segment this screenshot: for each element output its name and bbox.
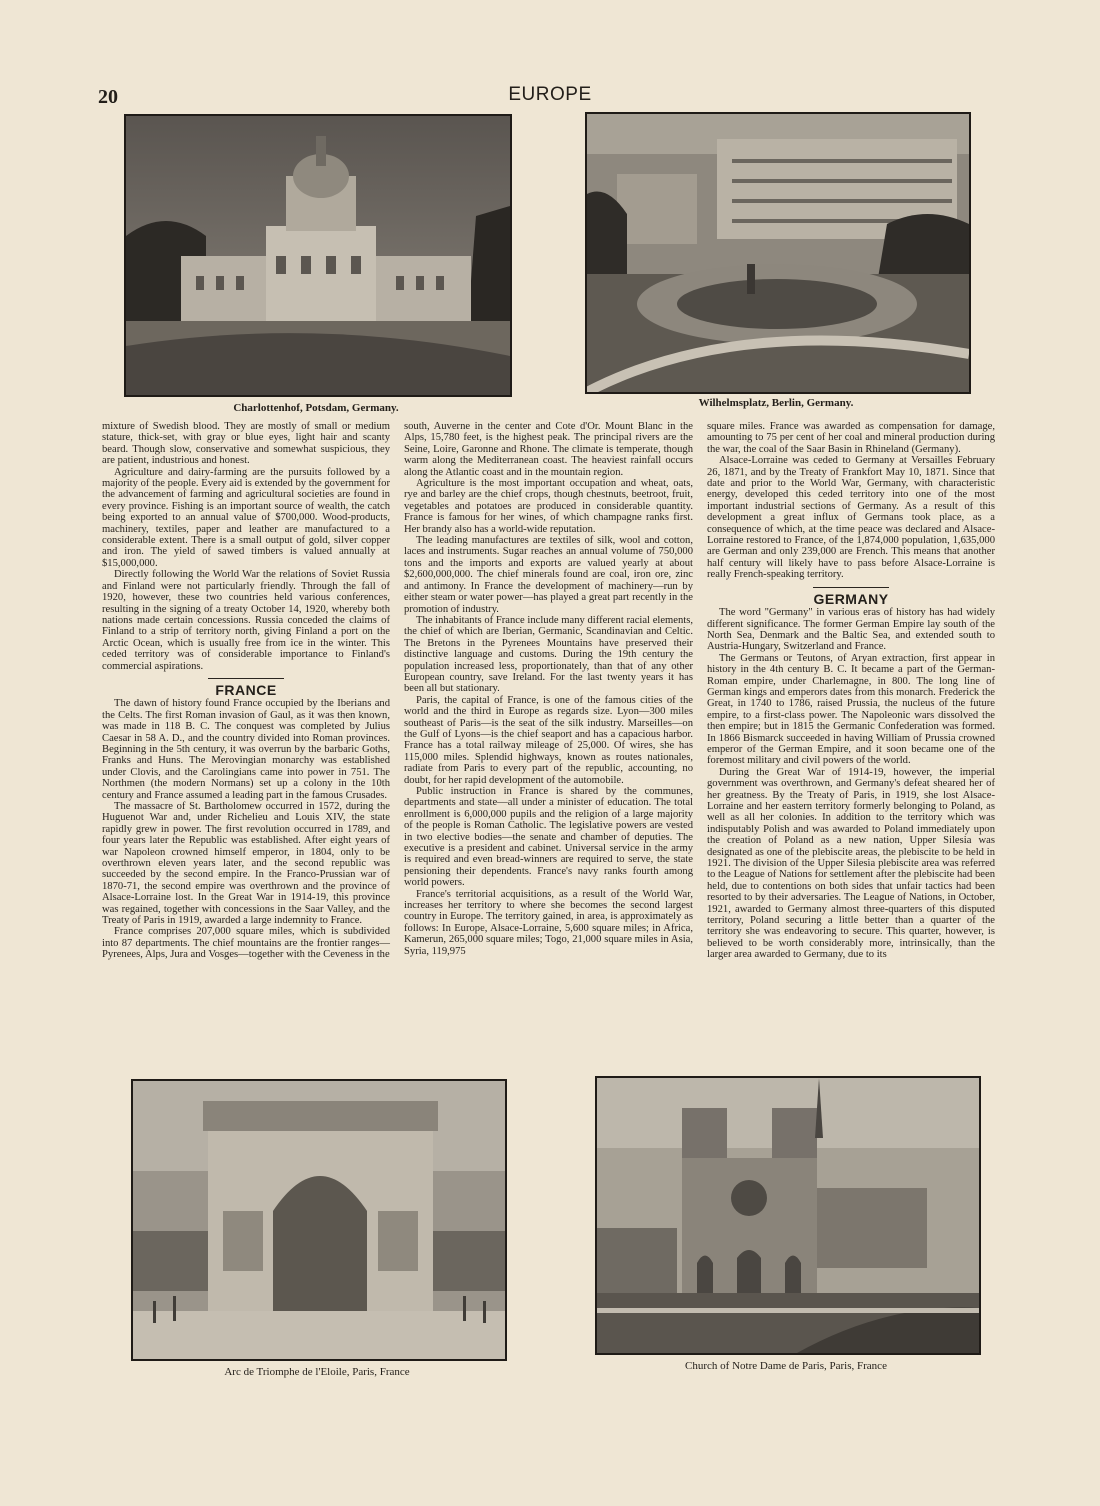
col1-paragraph: Directly following the World War the relations of Soviet Russia and Finland were not particularly friendly. Through the fall of 1920, however, these two countries held various conferences, resulting in the signing of a treaty October 14, 1920, whereby both nations made certain concessions. Russia conceded the claims of Finland to a strip of territory north, giving Finland a port on the Arctic Ocean, which is usually free from ice in the winter. This ceded territory was of considerable importance to Finland's commercial aspirations. <box>102 569 390 672</box>
column-3 <box>707 421 995 961</box>
page-number: 20 <box>98 86 118 108</box>
heading-germany: GERMANY <box>813 590 889 607</box>
column-2 <box>404 421 693 957</box>
col3-paragraph: The Germans or Teutons, of Aryan extraction, first appear in history in the 4th century B. C. It became a part of the German-Roman empire, under Charlemagne, in 800. The long line of German kings and emperors dates from this monarch. Frederick the Great, in 1740 to 1786, raised Prussia, the nucleus of the future empire, to a first-class power. The Napoleonic wars dissolved the then empire; but in 1815 the Germanic Confederation was formed. In 1866 Bismarck succeeded in having William of Prussia crowned emperor of the German Empire, and it soon became one of the foremost military and civil powers of the world. <box>707 652 995 767</box>
col1-paragraph: mixture of Swedish blood. They are mostly of small or medium stature, thick-set, with gray or blue eyes, light hair and scanty beard. Though slow, conservative and somewhat suspicious, they are patient, industrious and honest. <box>102 421 390 467</box>
section-rule <box>813 587 889 588</box>
section-rule <box>208 678 284 679</box>
col3-paragraph: square miles. France was awarded as compensation for damage, amounting to 75 per cent of her coal and mineral production during the war, the coal of the Saar Basin in Rhineland (Germany). <box>707 421 995 455</box>
caption-arc-de-triomphe: Arc de Triomphe de l'Eloile, Paris, France <box>224 1366 410 1378</box>
caption-notre-dame: Church of Notre Dame de Paris, Paris, France <box>685 1360 887 1372</box>
col1-paragraph: Agriculture and dairy-farming are the pursuits followed by a majority of the people. Every aid is extended by the government for the advancement of farming and agricultural societies are found in every province. Fishing is an important source of wealth, the catch being exported to an annual value of $700,000. Wood-products, machinery, textiles, paper and leather are manufactured to a considerable extent. There is a small output of gold, silver copper and iron. The yield of sawed timbers is valued annually at $15,000,000. <box>102 466 390 569</box>
col2-paragraph: south, Auverne in the center and Cote d'Or. Mount Blanc in the Alps, 15,780 feet, is the highest peak. The principal rivers are the Seine, Loire, Garonne and Rhone. The climate is temperate, though warm along the Mediterranean coast. The heaviest rainfall occurs along the Atlantic coast and in the mountain region. <box>404 421 693 478</box>
col3-paragraph: The word "Germany" in various eras of history has had widely different significance. The former German Empire lay south of the North Sea, Denmark and the Baltic Sea, and extended south to Austria-Hungary, Switzerland and France. <box>707 607 995 653</box>
photo-wilhelmsplatz <box>585 112 971 394</box>
photo-notre-dame <box>595 1076 981 1355</box>
col1-paragraph: The dawn of history found France occupied by the Iberians and the Celts. The first Roman invasion of Gaul, as it was then known, was made in 118 B. C. The conquest was completed by Julius Caesar in 58 A. D., and the country divided into Roman provinces. Beginning in the 5th century, it was overrun by the barbaric Goths, Franks and Huns. The Merovingian monarchy was established under Clovis, and the Carolingians came into power in 751. The Northmen (the modern Normans) set up a colony in the 10th century and France assumed a leading part in the famous Crusades. <box>102 698 390 801</box>
col1-paragraph: France comprises 207,000 square miles, which is subdivided into 87 departments. The chief mountains are the frontier ranges—Pyrenees, Alps, Jura and Vosges—together with the Ceveness in the <box>102 926 390 961</box>
caption-charlottenhof: Charlottenhof, Potsdam, Germany. <box>233 402 399 414</box>
caption-wilhelmsplatz: Wilhelmsplatz, Berlin, Germany. <box>698 397 854 409</box>
col2-paragraph: Paris, the capital of France, is one of the famous cities of the world and the third in Europe as regards size. Lyon—300 miles southeast of Paris—is the seat of the silk industry. Marseilles—on the Gulf of Lyons—is the chief seaport and has a capacious harbor. France has a total railway mileage of 25,000. Of wires, she has 115,000 miles. Splendid highways, known as routes nationales, radiate from Paris to every part of the republic, accounting, no doubt, for her rapid development of the automobile. <box>404 694 693 786</box>
running-head: EUROPE <box>508 84 592 105</box>
col2-paragraph: The leading manufactures are textiles of silk, wool and cotton, laces and instruments. Sugar reaches an annual volume of 750,000 tons and the imports and exports are valued yearly at about $2,600,000,000. The chief minerals found are coal, iron ore, zinc and antimony. In France the development of machinery—run by either steam or water power—has played a great part recently in the promotion of industry. <box>404 535 693 615</box>
col2-paragraph: The inhabitants of France include many different racial elements, the chief of which are Iberian, Germanic, Scandinavian and Celtic. The Bretons in the Pyrenees Mountains have preserved their distinctive language and customs. During the 19th century the population increased less, proportionately, than that of any other European country, save Ireland. For the last twenty years it has been all but stationary. <box>404 614 693 695</box>
col2-paragraph: Public instruction in France is shared by the communes, departments and state—all under a minister of education. The total enrollment is 6,000,000 pupils and the religion of a large majority of the people is Roman Catholic. The legislative powers are vested in two elective bodies—the senate and chamber of deputies. The executive is a president and cabinet. Universal service in the army is required and even bread-winners are required to serve, the state pensioning their dependents. France's navy ranks fourth among world powers. <box>404 786 693 889</box>
photo-arc-de-triomphe <box>131 1079 507 1361</box>
col2-paragraph: Agriculture is the most important occupation and wheat, oats, rye and barley are the chief crops, though chestnuts, beetroot, fruit, vegetables and potatoes are produced in considerable quantity. France is famous for her wines, of which champagne ranks first. Her brandy also has a world-wide reputation. <box>404 478 693 535</box>
col2-paragraph: France's territorial acquisitions, as a result of the World War, increases her territory to where she becomes the second largest country in Europe. The territory gained, in area, is approximately as follows: In Europe, Alsace-Lorraine, 5,600 square miles; in Africa, Kamerun, 265,000 square miles; Togo, 21,000 square miles in Asia, Syria, 119,975 <box>404 888 693 957</box>
photo-charlottenhof <box>124 114 512 397</box>
col3-paragraph: During the Great War of 1914-19, however, the imperial government was overthrown, and Germany's defeat sheared her of her greatness. By the Treaty of Paris, in 1919, she lost Alsace-Lorraine and her eastern territory formerly belonging to Poland, as well as all her colonies. In addition to the territory which was indisputably Polish and was awarded to Poland immediately upon the creation of Poland as a new nation, Upper Silesia was designated as one of the plebiscite areas, the plebiscite to be held in 1921. The division of the Upper Silesia plebiscite area was referred to the League of Nations for settlement after the plebiscite had been held, due to contentions on both sides that unfair tactics had been resorted to by their adversaries. The League of Nations, in October, 1921, awarded to Germany almost three-quarters of this disputed territory, Poland securing a little better than a quarter of the territory she was endeavoring to secure. This quarter, however, is believed to be worth considerably more, intrinsically, than the larger area awarded to Germany, due to its <box>707 766 995 961</box>
col1-paragraph: The massacre of St. Bartholomew occurred in 1572, during the Huguenot War and, under Richelieu and Louis XIV, the state rapidly grew in power. The first revolution occurred in 1789, and four years later the Republic was established. After eight years of war Napoleon crowned himself emperor, in 1804, only to be overthrown eleven years later, and the second republic was succeeded by the second empire. In the Franco-Prussian war of 1870-71, the second empire was overthrown and the province of Alsace-Lorraine lost. In the Great War in 1914-19, this province was regained, together with concessions in the Saar Valley, and the Treaty of Paris in 1919, awarded a large indemnity to France. <box>102 801 390 927</box>
col3-paragraph: Alsace-Lorraine was ceded to Germany at Versailles February 26, 1871, and by the Treaty of Frankfort May 10, 1871. Since that date and prior to the World War, Germany, with characteristic energy, developed this ceded territory into one of the most important industrial sections of Germany. As a result of this development a great influx of Germans took place, as a consequence of which, at the time peace was declared and Alsace-Lorraine restored to France, of the 1,874,000 population, 1,635,000 are German and only 239,000 are French. This means that another half century will likely have to pass before Alsace-Lorraine is really French-speaking territory. <box>707 455 995 581</box>
column-1 <box>102 421 390 961</box>
heading-france: FRANCE <box>215 681 277 698</box>
